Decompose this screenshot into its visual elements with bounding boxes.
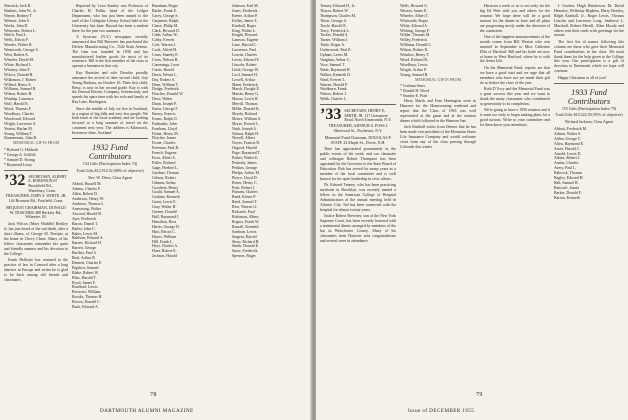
left-column-3 — [152, 4, 228, 384]
contributor-name: Wentworth, George S. — [4, 48, 39, 53]
contributor-name: Goodwin, Henry — [152, 185, 179, 190]
contributor-name: Page, Raymond T. — [232, 151, 261, 156]
contributor-name: Webster, John S. — [4, 18, 30, 23]
contributor-name: Bancroft, James — [554, 185, 580, 190]
contributor-name: Knight, Howard — [232, 33, 258, 38]
contributor-name: Blake, Robert W. — [72, 270, 99, 275]
fund-contributor-list-f — [554, 127, 624, 201]
contributor-name: Moody, Richard — [232, 111, 258, 116]
contributor-name: Welch, Paul L. — [4, 33, 28, 38]
contributor-name: Carey, George S. — [152, 13, 179, 18]
contributor-name: Robinson, Albert — [232, 214, 259, 219]
news-paragraph: Both D’Arcy and the Memorial Fund was a great success this year and we want to thank the many classmates who contributed so generously to its completion. — [480, 87, 550, 106]
contributor-name: Waters, Robert J. — [320, 92, 347, 97]
contributor-name: Frost, Albert S. — [152, 156, 176, 161]
contributor-name: Lincoln, Robert — [232, 62, 257, 67]
contributor-name: Hoyt, Charles A. — [152, 244, 179, 249]
news-paragraph: Harry Marsh and Fran Harrington were in Hanover for the Homecoming weekend and report that the Class of 1933 was well represented at the game and at the reunion dinner which followed in the Hanover Inn. — [400, 99, 476, 123]
right-page — [316, 0, 628, 420]
contributor-name: White, Richard L. — [4, 62, 33, 67]
contributor-name: Vaughan, Arthur C. — [320, 57, 351, 62]
contributor-name: Bigelow, Samuel — [72, 265, 99, 270]
contributor-name: Fisher, Henry M. — [152, 131, 179, 136]
contributor-name: Hart, Edwin C. — [152, 229, 176, 234]
contributor-name: Carpenter, Ralph — [152, 18, 179, 23]
contributor-name: Winship, Laurence — [4, 97, 34, 102]
fund-contributors-title-1933: 1933 Fund Contributors — [567, 87, 611, 106]
contributor-name: Putnam, Charles — [232, 190, 258, 195]
memorial-gifts-list — [4, 148, 68, 168]
left-page-number: 78 — [150, 392, 157, 398]
contributor-name: Martin, Henry G. — [232, 92, 260, 97]
contributor-name: Avery, Paul L. — [554, 166, 577, 171]
news-paragraph: Jack Wilcox (Mary Waddle) Berkley Jr. has just heard of the sad death, after a short illness, of George M. Deetjen, at his home in Chevy Chase. Many of his fellow classmates remember his quiet and friendly manner and his devotion to the College. — [4, 222, 68, 256]
contributor-name: Barton, Kenneth — [554, 195, 580, 200]
contributor-name: Wright, Arthur P. — [400, 67, 427, 72]
class-treasurer: TREASURER, ARTHUR S. FOSS 2 Sherwood St., Rochester, N.Y. — [328, 123, 388, 133]
fund-class-agent: Richard Jackson, Class Agent — [565, 119, 613, 125]
contributor-name: Zimmerman, John R. — [4, 136, 38, 141]
contributor-name: Cobb, Arthur W. — [152, 33, 178, 38]
contributor-name: Hall, Raymond J. — [152, 214, 180, 219]
contributor-name: Morse, Everett L. — [232, 121, 260, 126]
contributor-name: Sanborn, Lewis — [232, 229, 257, 234]
contributor-name: Bradford, Lewis — [72, 285, 98, 290]
contributor-name: Young, Samuel R. — [400, 72, 429, 77]
contributor-name: Rogers, Frank W. — [232, 219, 260, 224]
contributor-name: Bennett, Charles E. — [72, 260, 103, 265]
contributor-name: Barrett, George — [72, 246, 97, 251]
contributor-name: Armstrong, Walter — [72, 206, 102, 211]
memorial-name: * Donald H. Wood — [400, 89, 430, 94]
news-paragraph: Time has approached prominently in the public events of the week, and our classmate and colleague Robert Thompson has been appointed by the Governor to the State Board of Education. Bob has served for many years as a member of the local committee and is well known for his quiet leadership in civic affairs. — [320, 147, 396, 181]
contributor-name: Watkins, John W., Jr. — [4, 8, 37, 13]
contributor-name: White, Edward A. — [400, 23, 429, 28]
contributor-name: Wright, Lawrence S. — [4, 121, 37, 126]
news-paragraph: Reported by Leon Stanley was Professor of Charles H. Pullin, head of the Ledger Department, who has just been named to the staff of the Collegiate Library School held at the University last June. Bayard has been a student there for the past two summers. — [72, 4, 148, 33]
section-divider — [4, 170, 68, 171]
contributor-name: Cummings, Leon — [152, 62, 180, 67]
contributor-name: Smith, Donald E. — [232, 244, 260, 249]
contributor-name: Graham, Kenneth — [152, 195, 180, 200]
contributor-name: Yeaton, Harlan M. — [4, 126, 33, 131]
class-header-32 — [4, 173, 68, 193]
contributor-name: Beal, Arthur R. — [72, 256, 96, 261]
contributor-name: Hill, Frank L. — [152, 239, 174, 244]
fund-total-gifts: Total Gifts $12,914.92 (88% of objective) — [76, 167, 144, 173]
contributor-name: Barker, Donald F. — [554, 190, 582, 195]
contributor-name: Willey, Frederick — [400, 38, 428, 43]
contributor-name: Anderson, Henry W. — [72, 197, 104, 202]
contributor-name: Brooks, Thomas H. — [72, 295, 103, 300]
contributor-name: Dean, William T. — [152, 82, 179, 87]
contributor-name: Kimball, Roger — [232, 23, 257, 28]
contributor-name: Wilkinson, J. Robert — [4, 77, 37, 82]
contributor-name: Fuller, Richard — [152, 161, 176, 165]
contributor-name: Phelps, Arthur M. — [232, 170, 260, 175]
contributor-name: Hayes, William — [152, 234, 177, 239]
section-divider — [554, 83, 624, 84]
contributor-name: Buck, Edward A. — [72, 305, 99, 310]
memorial-gifts-heading: MEMORIAL GIFTS FROM — [12, 140, 60, 146]
contributor-name: Tracy, Frederick L. — [320, 28, 350, 33]
contributor-name: Whiting, George F. — [400, 28, 430, 33]
memorial-fund-chairman: Memorial Fund Chairman, DOUGLAS P. STAFF 24 Maple St., Dover, N.H. — [324, 134, 392, 145]
contributor-name: Washburn, Frank — [320, 87, 347, 92]
contributor-name: Noyes, Francis B. — [232, 141, 260, 146]
news-paragraph: One of the happiest announcements of the month comes from Bill Weston who was married in September to Miss Catherine Ellis of Hartford. Bill and his bride are now at home in West Hartford, where he is with the Aetna Life. — [480, 34, 550, 64]
right-column-4 — [554, 4, 624, 384]
contributor-name: Boyd, James F. — [72, 280, 96, 285]
section-divider — [320, 104, 396, 105]
contributor-name: Wheeler, David M. — [4, 57, 34, 62]
contributor-name: Drew, Walter — [152, 97, 173, 102]
contributor-name: Vose, Samuel T. — [320, 62, 346, 67]
contributor-name: Atkins, Robert J. — [554, 156, 581, 161]
contributor-name: Babcock, Thomas — [554, 171, 583, 176]
contributor-name: Wayne, Rodney T. — [4, 13, 33, 18]
contributor-name: Brown, Donald C. — [72, 300, 101, 305]
contributor-name: Richards, Paul — [232, 210, 255, 215]
contributor-name: Moore, William S. — [232, 116, 261, 121]
contributor-name: Wilcox, Donald H. — [4, 72, 34, 77]
contributor-name: Fairbanks, John — [152, 121, 177, 126]
contributor-name: Lamson, Eugene — [232, 38, 259, 43]
contributor-name: Gardner, Thomas — [152, 170, 179, 175]
left-column-4 — [232, 4, 308, 384]
contributor-name: Clark, Howard D. — [152, 28, 180, 33]
contributor-name: Gray, Walter H. — [152, 205, 177, 210]
contributor-name: Pratt, Robert J. — [232, 185, 256, 190]
issue-date-footer: Issue of DECEMBER 1955 — [408, 408, 475, 414]
contributor-name: Sargent, Harold — [232, 234, 257, 239]
contributor-name: Whitcomb, Roger — [400, 18, 428, 23]
contributor-name: Fletcher, James — [152, 136, 177, 141]
class-31-contributor-list — [4, 4, 68, 141]
news-paragraph: Justice Robert Brewster, son of the New York Supreme Court, has been recently honored with a testimonial dinner arranged by members of the bar in Westchester County. Many of his classmates from Hanover sent congratulations and several were in attendance. — [320, 214, 396, 243]
contributor-name: Gage, Herbert L. — [152, 165, 179, 170]
contributor-name: Bagley, Edward H. — [554, 176, 584, 181]
contributor-name: Shaw, Richard H. — [232, 239, 260, 244]
contributor-name: Mason, Lewis R. — [232, 97, 259, 102]
contributor-name: Allen, Raymond E. — [554, 141, 585, 146]
contributor-name: Underwood, Paul E. — [320, 48, 352, 53]
class-secretary: SECRETARY, ALBERT E. ROBINSON 67 Brookfield Rd., Waterbury, Conn. — [28, 174, 67, 193]
memorial-gifts-list — [400, 84, 476, 99]
contributor-name: Baker, Lewis M. — [72, 231, 98, 236]
contributor-name: Lane, Harold C. — [232, 43, 258, 48]
contributor-name: Ames, Harold C. — [554, 146, 581, 151]
news-paragraph: Dr. Edward Tenney, who has been practicing medicine in Brooklyn, was recently named a fellow in the American College of Hospital Administrators at the annual meeting held in Atlantic City. Ted has been connected with the hospital for almost twenty years. — [320, 183, 396, 212]
contributor-name: Upham, Lewis M. — [320, 53, 349, 58]
contributor-name: Williams, Samuel B. — [4, 87, 37, 92]
section-divider — [72, 138, 148, 139]
news-paragraph: Jack Kimball writes from Denver that he has been made vice president of the Mountain States Life Insurance Company and would welcome visits from any of the class passing through Colorado this winter. — [400, 125, 476, 149]
contributor-name: Brewster, William — [72, 290, 101, 295]
contributor-name: Parker, Walter E. — [232, 156, 259, 161]
contributor-name: Evans, Ralph O. — [152, 116, 178, 121]
contributor-name: Bailey, John C. — [72, 226, 96, 231]
contributor-name: Nelson, Ralph H. — [232, 131, 260, 136]
contributor-name: Curtis, Harold — [152, 67, 175, 72]
contributor-name: Kelley, James T. — [232, 18, 258, 23]
class-secretary: SECRETARY, HENRY E. SMITH, JR. 127 Grassmere Road, North Tonawanda, N.Y. — [344, 109, 392, 123]
contributor-name: Lewis, Edward F. — [232, 57, 260, 62]
contributor-name: French, Eugene — [152, 151, 177, 156]
contributor-name: Whitney, John P. — [4, 67, 31, 72]
contributor-name: Eaton, George F. — [152, 107, 179, 112]
memorial-name: * Gorham Sears — [400, 84, 426, 89]
contributor-name: Day, Robert A. — [152, 77, 176, 82]
right-column-3 — [480, 4, 550, 384]
contributor-name: Bartlett, Paul A. — [72, 251, 98, 256]
contributor-name: Wood, Richard B. — [400, 57, 428, 62]
news-paragraph: Since the middle of July we live in Scotland, in a region of big hills and very few people. We both teach at the local academy and are looking forward to a long summer of travel on the continent next year. The address is Kilmorack, Inverness-shire, Scotland. — [72, 106, 148, 136]
class-year: ’33 — [320, 106, 342, 124]
contributor-name: Austin, Charles — [554, 161, 579, 166]
fund-gift-count: 134 Gifts (Participation Index 74) — [82, 161, 138, 167]
memorial-name: * Richard G. Hildreth — [4, 148, 38, 153]
contributor-name: Grant, Lewis E. — [152, 200, 177, 205]
right-column-2 — [400, 4, 476, 384]
contributor-name: Ayer, Frederick — [72, 216, 97, 221]
contributor-name: Winslow, Henry T. — [400, 53, 430, 58]
class-header-33 — [320, 107, 396, 123]
contributor-name: Freeman, Paul R. — [152, 146, 180, 151]
contributor-name: Gilman, Arthur — [152, 180, 176, 185]
magazine-name-footer: DARTMOUTH ALUMNI MAGAZINE — [100, 408, 194, 414]
contributor-name: Snow, Frederick — [232, 249, 258, 254]
news-paragraph: Kay Barrister and wife Dorothy proudly announce the arrival of their second child, Gay Young Barbara, on October 16. Their first child, Betsy, is now in her second grade. Kay is with the General Electric Company, Schenectady, and spends his spare time with his wife and family at Ray Lane, Burlington. — [72, 70, 148, 105]
news-paragraph: We're going to have a 1956 reunion and it is none too early to begin making plans for a good turnout. Write to your committee and let them know your intentions. — [480, 108, 550, 127]
contributor-name: West, Robert A. — [4, 53, 29, 58]
news-paragraph: On the Memorial Fund, reports are that we have a good start and we urge that all members who have not yet made their gift do so before the close of the year. — [480, 65, 550, 85]
contributor-name: Barnes, Richard H. — [72, 241, 102, 246]
memorial-name: * George A. Griffith — [4, 153, 36, 158]
contributor-name: Adams, Walter S. — [554, 131, 582, 136]
contributor-name: Cole, Warren J. — [152, 43, 177, 48]
contributor-name: Towle, Harold E. — [320, 23, 347, 28]
contributor-name: Chase, Philip M. — [152, 23, 179, 28]
contributor-name: Bliss, Harold T. — [72, 275, 97, 280]
contributor-name: Perkins, George — [232, 165, 257, 170]
fund-contributor-list-a — [72, 182, 148, 310]
contributor-name: Marsh, Dwight E. — [232, 87, 260, 92]
fund-class-agent: Rev. W. Drew, Class Agent — [88, 174, 132, 180]
contributor-name: Pierce, Lloyd D. — [232, 175, 258, 180]
contributor-name: Weston, James E. — [400, 8, 428, 13]
class-news-33-part4 — [554, 4, 624, 81]
contributor-name: Dodge, Frederick — [152, 87, 180, 92]
contributor-name: Emery, Francis — [152, 111, 176, 116]
contributor-name: Cram, Stanley E. — [152, 53, 179, 58]
contributor-name: Turner, William J. — [320, 38, 349, 43]
contributor-name: Mann, Frederick — [232, 82, 258, 87]
contributor-name: Wilson, Robert K. — [400, 48, 429, 53]
left-column-1 — [4, 4, 68, 384]
contributor-name: Tucker, Donald S. — [320, 33, 349, 38]
fund-contributors-title-1932: 1932 Fund Contributors — [88, 143, 132, 162]
contributor-name: Colby, Everett — [152, 38, 175, 43]
contributor-name: Gould, Samuel A. — [152, 190, 180, 195]
contributor-name: Tilton, George A. — [320, 18, 348, 23]
contributor-name: Leavitt, Charles — [232, 53, 257, 58]
contributor-name: Cook, Alfred H. — [152, 48, 178, 53]
memorial-name: * Raymond Leary — [4, 162, 33, 167]
contributor-name: Young, William T. — [4, 131, 33, 136]
contributor-name: Johnson, Earl M. — [232, 4, 259, 8]
contributor-name: Weeks, John D. — [4, 23, 29, 28]
class-news-33-part3 — [480, 4, 550, 128]
contributor-name: Lord, Samuel H. — [232, 72, 258, 77]
memorial-name: * Stanley E. Pratt — [400, 94, 428, 99]
contributor-name: Osgood, Harold — [232, 146, 257, 151]
contributor-name: Davis, Edwin L. — [152, 72, 178, 77]
contributor-name: Alden, George T. — [554, 136, 581, 141]
contributor-name: Porter, Henry C. — [232, 180, 258, 185]
contributor-name: Walker, Kenneth D. — [320, 72, 351, 77]
contributor-name: Woodbury, Lewis — [400, 62, 428, 67]
news-paragraph: Frank Hollister has returned to the practice of law in Concord after a long absence in Europe and writes he is glad to be back among old friends and classmates. — [4, 258, 68, 282]
news-paragraph: I. Gordon, Hugh Henderson, Dr. David Hemsley, Welleslay Hopkins, Harry Horsley, Ralph Kimball, Jr., Roger Lewis, Thomas Lincoln and Lawrence Long. Ambrose L. Marshall, Robert Merrill, Allen Moody and others sent their cards with greetings for the season. — [554, 4, 624, 38]
contributor-name: Woodbury, Charles — [4, 111, 34, 116]
news-paragraph: Happy Christmas to all of you! — [558, 75, 607, 80]
contributor-name: Reed, Samuel T. — [232, 200, 258, 205]
contributor-name: Wilson, Robert H. — [4, 92, 33, 97]
class-year: ’32 — [4, 171, 26, 189]
contributor-name: Burnham, Roger — [152, 4, 178, 8]
contributor-name: Doscher, Donald W. — [152, 92, 184, 97]
contributor-name: Harris, George D. — [152, 224, 180, 229]
contributor-name: Jackson, Harold — [152, 254, 178, 259]
contributor-name: Spencer, Roger — [232, 254, 256, 259]
right-column-1 — [320, 4, 396, 384]
contributor-name: Adams, Charles F. — [72, 187, 101, 192]
fund-contributor-list-b — [152, 4, 228, 259]
contributor-name: Little, George W. — [232, 67, 259, 72]
contributor-name: Willard, Henry S. — [4, 82, 32, 87]
contributor-name: Warwick, Jack R. — [4, 4, 32, 8]
contributor-name: Merrill, Thomas — [232, 102, 258, 107]
left-column-2 — [72, 4, 148, 384]
contributor-name: Rand, Edwin P. — [232, 195, 256, 200]
contributor-name: Keene, Arthur P. — [232, 13, 258, 18]
news-paragraph: Harrison a week or so to set early for the big Ed Petit with you and others for the reunion. We hope there will be a good turnout for the dinner in June and all plans are progressing nicely under the direction of the committee. — [480, 4, 550, 33]
contributor-name: Ball, Samuel R. — [554, 180, 579, 185]
fund-contributor-list-e — [400, 4, 476, 78]
contributor-name: King, Walter L. — [232, 28, 257, 33]
contributor-name: Nash, Joseph A. — [232, 126, 258, 131]
contributor-name: Thompson, Charles M. — [320, 13, 356, 18]
contributor-name: Wender, Walter R. — [4, 43, 33, 48]
contributor-name: Tuttle, Roger A. — [320, 43, 346, 48]
contributor-name: Weinstein, Robert L. — [4, 28, 37, 33]
contributor-name: Gibson, Robert — [152, 175, 176, 180]
right-page-number: 79 — [476, 392, 483, 398]
class-news-32-part1 — [4, 222, 68, 282]
contributor-name: Miller, Donald K. — [232, 107, 260, 112]
contributor-name: Farnham, Lloyd — [152, 126, 178, 131]
contributor-name: Tenney, Edward H., Jr. — [320, 4, 356, 8]
news-paragraph: A Syracuse (N.Y.) newspaper recently announced that Bill Brewster has purchased the Deliver Manufacturing Co., 1542 Sixth Avenue. The firm was founded in 1938 and has manufactured leather goods for most of its existence. Bill is the first member of the class to operate a business in that city. — [72, 34, 148, 69]
news-paragraph: The first list of names following this column are those who gave their Memorial Fund contributions in the class. We must thank them for the help given to the College this year. Our participation is a gift of devotion to Dartmouth which we hope will continue. — [554, 39, 624, 74]
contributor-name: Bacon, Daniel T. — [72, 221, 99, 226]
fund-contributor-list-c — [232, 4, 308, 259]
fund-contributor-list-d — [320, 4, 396, 102]
contributor-name: Wolf, Harold E. — [4, 102, 29, 107]
contributor-name: Abbott, Frederick M. — [554, 126, 588, 131]
contributor-name: Rice, Warren G. — [232, 205, 258, 210]
contributor-name: Lawrence, Paul — [232, 48, 257, 53]
contributor-name: Peabody, James — [232, 161, 257, 165]
contributor-name: Webb, Charles L. — [320, 97, 348, 102]
contributor-name: Wells, Edwin F. — [4, 38, 29, 43]
class-news-33-part1 — [320, 147, 396, 243]
contributor-name: Wheeler, Albert T. — [400, 13, 429, 18]
contributor-name: Lowell, Arthur — [232, 77, 256, 82]
class-news-33-part2 — [400, 99, 476, 150]
contributor-name: Allen, Robert D. — [72, 192, 98, 197]
fund-total-gifts: Total Gifts $10,522.50 (95% of objective) — [555, 112, 623, 118]
contributor-name: Atwood, Harold B. — [72, 211, 102, 216]
contributor-name: Greene, Donald — [152, 210, 177, 215]
memorial-name: * Samuel D. Strong — [4, 157, 35, 162]
contributor-name: Thayer, Robert W. — [320, 8, 349, 13]
contributor-name: Hamilton, Ross — [152, 219, 177, 224]
contributor-name: Arnold, Lewis D. — [554, 151, 582, 156]
contributor-name: Wade, Raymond H. — [320, 67, 351, 72]
contributor-name: Warren, Harold P. — [320, 82, 348, 87]
contributor-name: Woodward, Edward — [4, 116, 36, 121]
fund-gift-count: 155 Gifts (Participation Index 79) — [561, 105, 617, 111]
class-bequest-chairman: BEQUEST CHAIRMAN, DONALD W. DOSCHER 488 Berkley Rd., Wilmette, Ill. — [6, 204, 66, 220]
contributor-name: Baldwin, Edward S. — [72, 236, 104, 241]
contributor-name: Hunt, Robert E. — [152, 249, 177, 254]
contributor-name: Newell, Albert — [232, 136, 255, 141]
contributor-name: Wells, Howard G. — [400, 4, 428, 8]
contributor-name: Russell, Kenneth — [232, 224, 259, 229]
contributor-name: Dunn, Joseph P. — [152, 102, 177, 107]
contributor-name: Cross, Nelson B. — [152, 57, 179, 62]
contributor-name: Williams, Donald C. — [400, 43, 433, 48]
left-page — [0, 0, 312, 420]
contributor-name: Foster, Charles — [152, 141, 176, 146]
class-treasurer: TREASURER, JOHN S. WHITE, JR. 144 Bronson Rd., Fairfield, Conn. — [5, 193, 67, 203]
memorial-gifts-heading: MEMORIAL GIFTS FROM — [414, 76, 462, 82]
class-news-32-part2 — [72, 4, 148, 136]
contributor-name: Wood, Thomas F. — [4, 107, 32, 112]
contributor-name: Butler, Frank E. — [152, 8, 177, 13]
contributor-name: Ward, Everett L. — [320, 77, 346, 82]
contributor-name: Abbott, Russell M. — [72, 182, 102, 187]
contributor-name: Jones, Frederick — [232, 8, 258, 13]
contributor-name: Wilder, Thomas M. — [400, 33, 431, 38]
contributor-name: Andrews, Thomas L. — [72, 202, 105, 207]
